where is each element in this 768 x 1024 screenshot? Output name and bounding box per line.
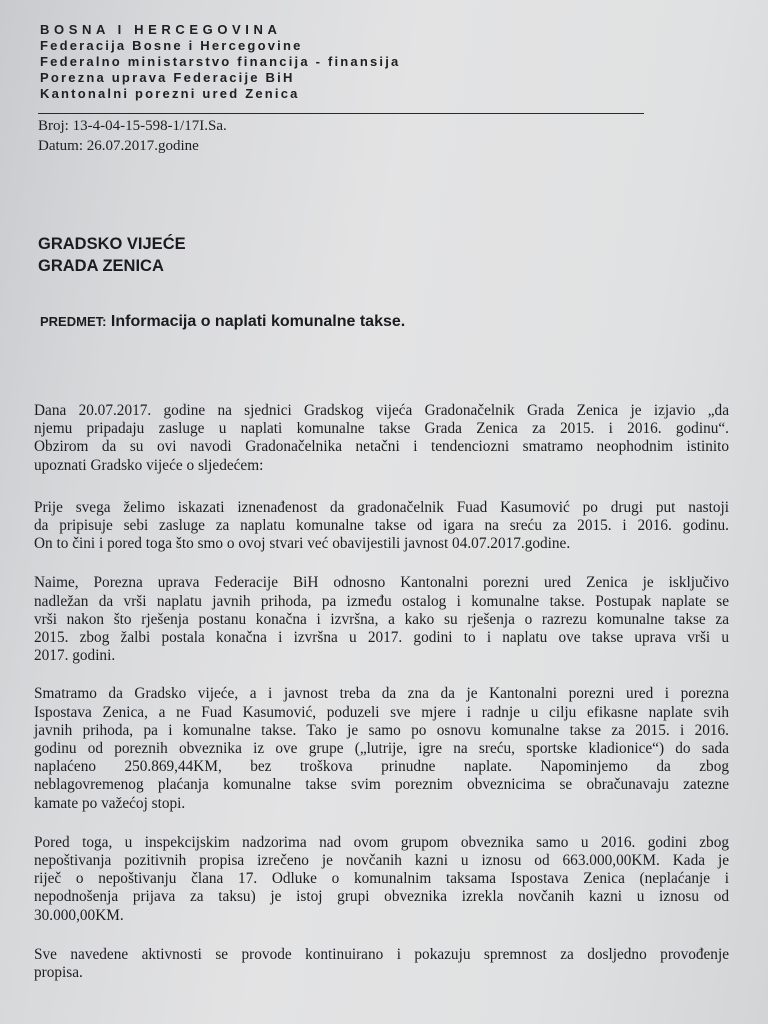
paragraph-4	[34, 685, 729, 812]
text-line: naplaćeno 250.869,44KM, bez troškova prinudne naplate. Napominjemo da zbog	[34, 758, 729, 776]
text-line: Smatramo da Gradsko vijeće, a i javnost treba da zna da je Kantonalni porezni ured i porezna	[34, 685, 729, 703]
text-line: On to čini i pored toga što smo o ovoj stvari već obavijestili javnost 04.07.2017.godine.	[34, 535, 571, 553]
subject-line	[40, 313, 405, 331]
text-line: Pored toga, u inspekcijskim nadzorima nad ovom grupom obveznika samo u 2016. godini zbog	[34, 833, 729, 851]
paragraph-1	[34, 402, 729, 475]
text-line: Ispostava Zenica, a ne Fuad Kasumović, poduzeli sve mjere i radnje u cilju efikasne naplate svih	[34, 703, 729, 721]
letterhead	[40, 22, 400, 102]
paragraph-2	[34, 499, 729, 554]
text-line: Naime, Porezna uprava Federacije BiH odnosno Kantonalni porezni ured Zenica je isključivo	[34, 574, 729, 592]
subject-label: PREDMET:	[40, 314, 107, 329]
text-line: Prije svega želimo iskazati iznenađenost da gradonačelnik Fuad Kasumović po drugi put nastoji	[34, 498, 729, 516]
reference-block	[38, 116, 227, 156]
addressee-line-2: GRADA ZENICA	[38, 257, 164, 275]
text-line: vrši nakon što rješenja postanu konačna i izvršna, a kako su rješenja o razrezu komunalne takse za	[34, 610, 729, 628]
letterhead-country: BOSNA I HERCEGOVINA	[40, 22, 282, 37]
paragraph-3	[34, 574, 729, 665]
letterhead-office: Kantonalni porezni ured Zenica	[40, 86, 300, 101]
header-divider	[38, 113, 644, 114]
paragraph-5	[34, 834, 729, 925]
text-line: upoznati Gradsko vijeće o sljedećem:	[34, 456, 264, 474]
text-line: javnih prihoda, pa i komunalne takse. Tako je samo po osnovu komunalne takse za 2015. i 2016.	[34, 721, 729, 739]
letterhead-federation: Federacija Bosne i Hercegovine	[40, 38, 303, 53]
paragraph-6	[34, 946, 729, 982]
text-line: da pripisuje sebi zasluge za naplatu komunalne takse od igara na sreću za 2015. i 2016. godinu.	[34, 517, 729, 535]
text-line: Obzirom da su ovi navodi Gradonačelnika netačni i tendenciozni smatramo neophodnim istinito	[34, 438, 729, 456]
text-line: nadležan da vrši naplatu javnih prihoda, pa između ostalog i komunalne takse. Postupak naplate se	[34, 592, 729, 610]
text-line: Dana 20.07.2017. godine na sjednici Gradskog vijeća Gradonačelnik Grada Zenica je izjavio „da	[34, 402, 729, 419]
addressee-line-1: GRADSKO VIJEĆE	[38, 235, 186, 253]
subject-text: Informacija o naplati komunalne takse.	[110, 313, 406, 330]
text-line: 2017. godini.	[34, 647, 116, 665]
text-line: 2015. zbog žalbi postala konačna i izvršna u 2017. godini to i naplatu ove takse uprava vrši u	[34, 629, 729, 647]
reference-date: Datum: 26.07.2017.godine	[38, 138, 199, 154]
reference-number: Broj: 13-4-04-15-598-1/17I.Sa.	[38, 118, 227, 134]
text-line: kamate po važećoj stopi.	[34, 794, 186, 812]
text-line: neblagovremenog plaćanja komunalne takse svim poreznim obveznicima se obračunavaju zatezne	[34, 776, 729, 794]
text-line: nepoštivanja pozitivnih propisa izrečeno je novčanih kazni u iznosu od 663.000,00KM. Kada je	[34, 852, 729, 870]
text-line: 30.000,00KM.	[34, 906, 124, 924]
text-line: nepodnošenja prijava za taksu) je istoj grupi obveznika izrekla novčanih kazni u iznosu od	[34, 888, 729, 906]
text-line: propisa.	[34, 964, 83, 982]
letter-body	[34, 402, 729, 1000]
text-line: riječ o nepoštivanju člana 17. Odluke o komunalnim taksama Ispostava Zenica (neplaćanje i	[34, 870, 729, 888]
letterhead-ministry: Federalno ministarstvo financija - finansija	[40, 54, 401, 69]
text-line: Sve navedene aktivnosti se provode kontinuirano i pokazuju spremnost za dosljedno provođenje	[34, 945, 729, 963]
text-line: godinu od poreznih obveznika iz ove grupe („lutrije, igre na sreću, sportske kladionice“) do sada	[34, 740, 729, 758]
letterhead-tax-authority: Porezna uprava Federacije BiH	[40, 70, 295, 85]
addressee	[38, 233, 186, 277]
text-line: njemu pripadaju zasluge u naplati komunalne takse Grada Zenica za 2015. i 2016. godinu“.	[34, 420, 729, 438]
